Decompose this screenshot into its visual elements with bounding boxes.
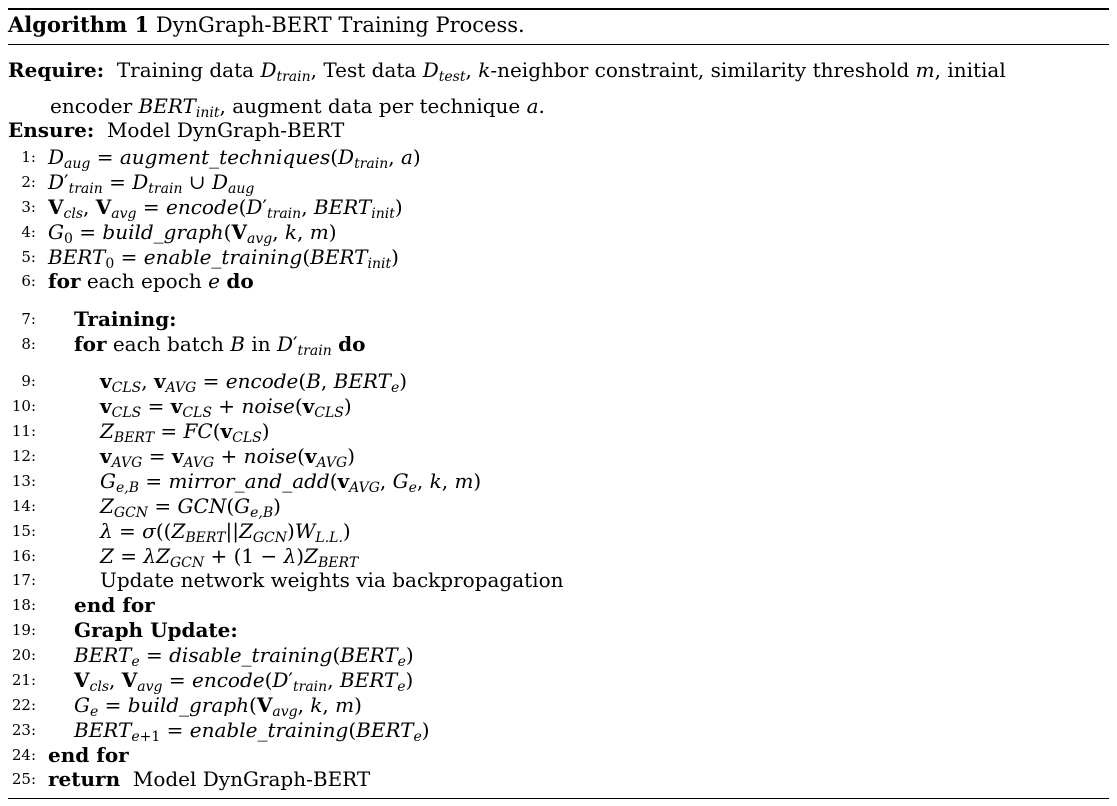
ensure-text: Model DynGraph-BERT — [106, 118, 345, 142]
bottom-rule — [8, 798, 1109, 799]
require-keyword: Require: — [8, 58, 105, 82]
top-rule — [8, 8, 1109, 10]
caption-rule — [8, 44, 1109, 45]
algorithm-title: DynGraph-BERT Training Process. — [155, 13, 525, 37]
ensure-keyword: Ensure: — [8, 118, 95, 142]
algorithm-caption — [8, 12, 525, 37]
ensure-block — [8, 118, 344, 142]
algorithm-label: Algorithm 1 — [8, 12, 150, 37]
require-block: Require: Training data $D_{train}$, Test data $D_{test}$, k-neighbor constraint, similarity threshold m, initial encoder $BERT_{init}$, augment data per technique a. — [8, 58, 1006, 122]
